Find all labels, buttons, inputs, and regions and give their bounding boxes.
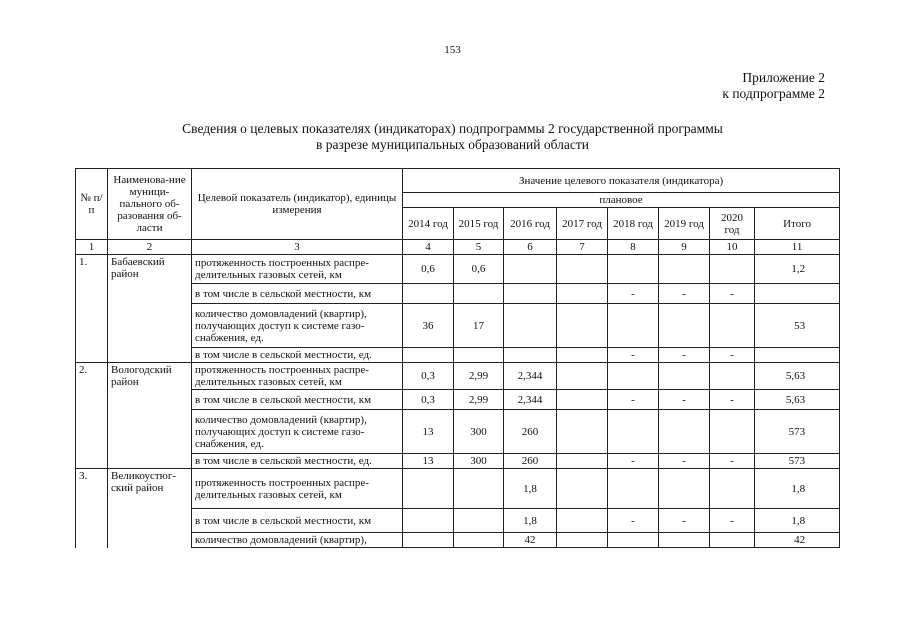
header-year-4: 2018 год (608, 208, 659, 240)
value-cell-2016 (504, 255, 557, 284)
indicator-cell: в том числе в сельской местности, км (192, 284, 403, 304)
column-number-1: 1 (76, 240, 108, 255)
value-cell-2014: 36 (403, 304, 454, 348)
page-number: 153 (444, 44, 461, 56)
value-cell-2018 (608, 255, 659, 284)
group-number: 3. (76, 469, 108, 548)
indicator-cell: количество домовладений (квартир), получающих доступ к системе газо-снабжения, ед. (192, 304, 403, 348)
value-cell-2019 (659, 304, 710, 348)
total-cell: 573 (755, 454, 840, 469)
column-number-3: 3 (192, 240, 403, 255)
title-line-1: Сведения о целевых показателях (индикаторах) подпрограммы 2 государственной программы (182, 121, 723, 136)
value-cell-2015: 17 (454, 304, 504, 348)
indicator-cell: в том числе в сельской местности, ед. (192, 454, 403, 469)
table-row (76, 363, 840, 390)
total-cell: 1,2 (755, 255, 840, 284)
indicator-cell: в том числе в сельской местности, км (192, 509, 403, 533)
value-cell-2020 (710, 410, 755, 454)
table-row (76, 255, 840, 284)
value-cell-2015: 2,99 (454, 363, 504, 390)
value-cell-2014 (403, 533, 454, 548)
value-cell-2014: 13 (403, 454, 454, 469)
total-cell (755, 284, 840, 304)
value-cell-2018: - (608, 390, 659, 410)
value-cell-2019: - (659, 390, 710, 410)
header-planned: плановое (403, 193, 840, 208)
value-cell-2019 (659, 469, 710, 509)
value-cell-2014: 13 (403, 410, 454, 454)
column-number-6: 6 (504, 240, 557, 255)
value-cell-2017 (557, 284, 608, 304)
value-cell-2014: 0,3 (403, 363, 454, 390)
table-row (76, 469, 840, 509)
header-year-2: 2016 год (504, 208, 557, 240)
value-cell-2016: 260 (504, 454, 557, 469)
value-cell-2016: 260 (504, 410, 557, 454)
value-cell-2018: - (608, 509, 659, 533)
total-cell: 5,63 (755, 363, 840, 390)
value-cell-2015 (454, 509, 504, 533)
value-cell-2015 (454, 469, 504, 509)
column-number-11: 11 (755, 240, 840, 255)
value-cell-2017 (557, 255, 608, 284)
indicator-cell: протяженность построенных распре-делительных газовых сетей, км (192, 469, 403, 509)
column-number-5: 5 (454, 240, 504, 255)
column-number-9: 9 (659, 240, 710, 255)
value-cell-2020: - (710, 509, 755, 533)
value-cell-2017 (557, 410, 608, 454)
appendix-line-1: Приложение 2 (742, 70, 825, 85)
group-municipality: Вологодский район (108, 363, 192, 469)
indicators-table (75, 168, 840, 548)
total-cell: 42 (755, 533, 840, 548)
value-cell-2017 (557, 469, 608, 509)
value-cell-2016: 2,344 (504, 390, 557, 410)
value-cell-2018 (608, 469, 659, 509)
value-cell-2019: - (659, 284, 710, 304)
value-cell-2019 (659, 410, 710, 454)
header-year-6: 2020 год (710, 208, 755, 240)
group-number: 1. (76, 255, 108, 363)
column-number-7: 7 (557, 240, 608, 255)
value-cell-2015 (454, 348, 504, 363)
value-cell-2019 (659, 533, 710, 548)
value-cell-2017 (557, 509, 608, 533)
indicator-cell: количество домовладений (квартир), (192, 533, 403, 548)
value-cell-2019 (659, 255, 710, 284)
indicator-cell: протяженность построенных распре-делительных газовых сетей, км (192, 363, 403, 390)
title-line-2: в разрезе муниципальных образований области (316, 137, 589, 152)
value-cell-2020: - (710, 390, 755, 410)
value-cell-2016: 2,344 (504, 363, 557, 390)
total-cell: 1,8 (755, 509, 840, 533)
value-cell-2015: 2,99 (454, 390, 504, 410)
value-cell-2020: - (710, 454, 755, 469)
value-cell-2016: 1,8 (504, 509, 557, 533)
indicator-cell: протяженность построенных распре-делительных газовых сетей, км (192, 255, 403, 284)
total-cell: 573 (755, 410, 840, 454)
column-number-2: 2 (108, 240, 192, 255)
value-cell-2015 (454, 533, 504, 548)
header-total: Итого (755, 208, 840, 240)
indicator-cell: количество домовладений (квартир), получающих доступ к системе газо-снабжения, ед. (192, 410, 403, 454)
total-cell (755, 348, 840, 363)
value-cell-2018 (608, 363, 659, 390)
total-cell: 5,63 (755, 390, 840, 410)
value-cell-2018: - (608, 284, 659, 304)
value-cell-2019: - (659, 454, 710, 469)
value-cell-2020 (710, 469, 755, 509)
value-cell-2019: - (659, 509, 710, 533)
document-title (0, 121, 905, 153)
value-cell-2016: 42 (504, 533, 557, 548)
value-cell-2014 (403, 348, 454, 363)
group-municipality: Великоустюг-ский район (108, 469, 192, 548)
header-municipality: Наименова-ние муници-пального об-разования об-ласти (108, 169, 192, 240)
value-cell-2018 (608, 533, 659, 548)
value-cell-2020 (710, 304, 755, 348)
appendix-line-2: к подпрограмме 2 (722, 86, 825, 101)
value-cell-2015 (454, 284, 504, 304)
value-cell-2014 (403, 284, 454, 304)
value-cell-2017 (557, 533, 608, 548)
value-cell-2014 (403, 509, 454, 533)
header-num: № п/п (76, 169, 108, 240)
value-cell-2018: - (608, 454, 659, 469)
value-cell-2016 (504, 348, 557, 363)
indicator-cell: в том числе в сельской местности, ед. (192, 348, 403, 363)
value-cell-2020: - (710, 348, 755, 363)
value-cell-2017 (557, 454, 608, 469)
value-cell-2018 (608, 410, 659, 454)
indicator-cell: в том числе в сельской местности, км (192, 390, 403, 410)
value-cell-2014 (403, 469, 454, 509)
column-number-4: 4 (403, 240, 454, 255)
column-number-10: 10 (710, 240, 755, 255)
value-cell-2018: - (608, 348, 659, 363)
column-number-8: 8 (608, 240, 659, 255)
value-cell-2017 (557, 390, 608, 410)
total-cell: 1,8 (755, 469, 840, 509)
value-cell-2017 (557, 348, 608, 363)
value-cell-2015: 300 (454, 454, 504, 469)
value-cell-2020 (710, 255, 755, 284)
header-year-5: 2019 год (659, 208, 710, 240)
value-cell-2017 (557, 304, 608, 348)
group-municipality: Бабаевский район (108, 255, 192, 363)
value-cell-2019: - (659, 348, 710, 363)
total-cell: 53 (755, 304, 840, 348)
value-cell-2019 (659, 363, 710, 390)
header-value-group: Значение целевого показателя (индикатора) (403, 169, 840, 193)
value-cell-2015: 300 (454, 410, 504, 454)
value-cell-2017 (557, 363, 608, 390)
value-cell-2016 (504, 304, 557, 348)
value-cell-2014: 0,3 (403, 390, 454, 410)
header-year-1: 2015 год (454, 208, 504, 240)
appendix-label (722, 70, 825, 102)
value-cell-2015: 0,6 (454, 255, 504, 284)
value-cell-2018 (608, 304, 659, 348)
value-cell-2020 (710, 363, 755, 390)
value-cell-2016 (504, 284, 557, 304)
header-year-3: 2017 год (557, 208, 608, 240)
value-cell-2014: 0,6 (403, 255, 454, 284)
value-cell-2020: - (710, 284, 755, 304)
header-year-0: 2014 год (403, 208, 454, 240)
group-number: 2. (76, 363, 108, 469)
header-indicator: Целевой показатель (индикатор), единицы измерения (192, 169, 403, 240)
value-cell-2020 (710, 533, 755, 548)
value-cell-2016: 1,8 (504, 469, 557, 509)
